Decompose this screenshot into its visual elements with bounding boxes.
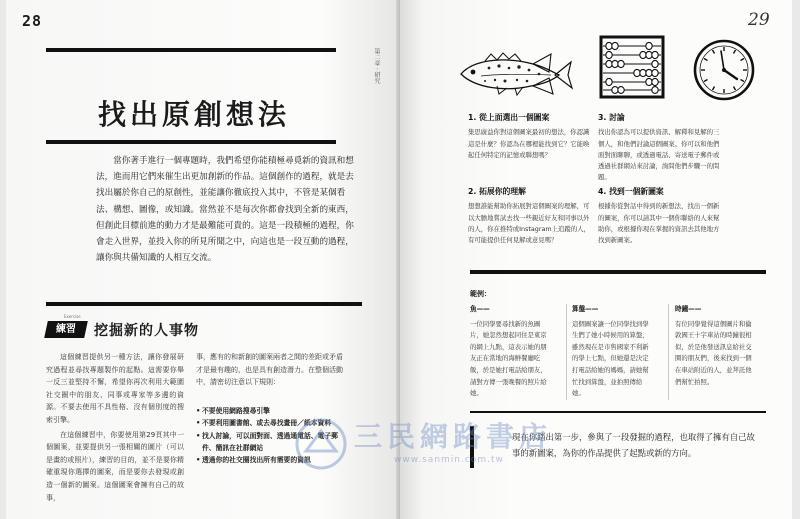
step-4: [598, 186, 723, 246]
example-body: 這個圖案讓一位同學找到學生們了她小時候用的算盤，雖然現在是市售國家不利新的學上七點，但她還是決定打電話給她的媽媽，請她幫忙找到算盤，並拍照傳給她。: [572, 319, 649, 398]
rule-item: • 找人討論，可以面對面、透過通電話、電子郵件、簡訊在社群網站: [196, 430, 346, 455]
step-title: 4. 找到一個新圖案: [598, 187, 664, 196]
exercise-tag: Exercise: [64, 314, 81, 319]
page-number-right: 29: [748, 10, 770, 30]
step-2: [468, 186, 590, 246]
example-divider: [668, 304, 669, 400]
intro-paragraph: 當你著手進行一個專題時，我們希望你能積極尋覓新的資訊和想法，進而用它們來催生出更加創新的作品。這個創作的過程，就是去找出屬於你自己的原創性，並能讓你徹底投入其中，不管是某個看法、構想、圖像，或知識。當然並不是每次你都會找到全新的東西，但創此目標前進的動力才是最難能可貴的。這是一段積極的過程，你會走入世界，並投入你的所見所聞之中，向這也是一段互動的過程，讓你與共備知識的人相互交流。: [96, 156, 354, 264]
closing-paragraph: 現在你踏出第一步，參與了一段發掘的過程，也取得了擁有自己故事的新圖案，為你的作品提供了起點或新的方向。: [512, 432, 755, 458]
quote-bar: [470, 426, 474, 468]
clock-icon: [692, 38, 756, 102]
example-abacus: [572, 304, 654, 400]
step-title: 2. 拓展你的理解: [468, 187, 526, 196]
right-page: [400, 0, 792, 519]
abacus-icon: [597, 34, 667, 100]
examples-rule: [470, 270, 766, 274]
example-body: 有位同學覺得這個圖片和倫敦國王十字車站的時鐘很相似，於是他發送訊息給社交圈的朋友們，後來找到一個在車站附近的人，並拜託他們幫忙拍照。: [675, 319, 752, 386]
top-rule: [46, 48, 336, 52]
example-title: 算盤——: [572, 305, 599, 313]
page-number-left: 28: [22, 12, 43, 30]
closing-rule: [470, 411, 766, 413]
step-title: 3. 討論: [598, 113, 625, 122]
rule-item: • 不要利用圖書館、或去尋找畫冊／紙本資料: [196, 417, 346, 429]
example-title: 時鐘——: [675, 305, 702, 313]
step-1: [468, 112, 590, 161]
step-3: [598, 112, 723, 184]
rules-list: [196, 405, 346, 467]
examples-label: 範例：: [470, 290, 491, 298]
step-body: 想想誰能幫助你拓展對這個圖案的理解，可以大膽地嘗試去找一些親近好友和同事以外的人，你在推特或Instagram上追蹤的人，有可能提供任何見解或意見嗎？: [468, 202, 590, 245]
exercise-paragraph: 在這個練習中，你要使用第29頁其中一個圖案，並要提供另一張相關的圖片（可以是畫的或照片），練習的目的，並不是要你精確重現你選擇的圖案，而是要你去發現或創造一個新的圖案。這個圖案會擁有自己的故事，: [46, 430, 184, 502]
title-rule: [46, 140, 336, 144]
example-divider: [566, 304, 567, 400]
example-title: 魚——: [470, 305, 490, 313]
example-clock: [675, 304, 757, 388]
exercise-badge: [44, 321, 88, 338]
exercise-badge-label: 練習: [56, 324, 76, 335]
exercise-title: 挖掘新的人事物: [94, 323, 199, 339]
example-body: 一位同學要尋找新的魚圖片，她忽然想起同住是東京的網上九點，這表示她的朋友正在當地的海鮮餐廳吃飯，於是她打電話給朋友，請對方傳一張晚餐的照片給她。: [470, 319, 547, 398]
watermark-url: www.sanmin.com.tw: [394, 455, 504, 465]
watermark-text: 三民網路書店: [354, 420, 553, 453]
example-fish: [470, 304, 552, 400]
left-page: [6, 0, 399, 519]
rule-item: • 透過你的社交圈找出所有需要的資訊: [196, 454, 346, 466]
section-rule: [46, 302, 362, 306]
chapter-marker: 第二章 · 研究: [373, 48, 380, 84]
exercise-paragraph: 這個練習提供另一種方法，讓你發展研究過程並尋找專題製作的起點。這需要你舉一反三並堅持不懈，希望你再次利用大範圍社交圈中的朋友、同事或專家等多邊的資源。不要去使用不具性格、沒有個別度的搜索引擎。: [46, 353, 184, 424]
step-body: 集思廣益你對這個圖案最初的想法，你認識這是什麼？你認為在哪裡能找到它？它能喚起任何特定的記憶或聯想嗎？: [468, 128, 590, 159]
page-title: 找出原創想法: [98, 98, 291, 131]
fish-icon: [455, 48, 575, 98]
rule-item: • 不要使用網路搜尋引擎: [196, 405, 346, 417]
step-title: 1. 從上面選出一個圖案: [468, 113, 550, 122]
exercise-column-1: [46, 351, 184, 506]
step-body: 根據你從對話中得到的新想法，找出一個新的圖案，你可以請其中一個你聯絡的人來幫助你，或根據你現在掌握的資訊去其他地方找到新圖案。: [598, 202, 720, 245]
step-body: 找出你認為可以提供資訊、解釋和見解的三個人，和他們討論這個圖案。你可以和他們面對面聊聊，或透過電話、寄送電子郵件或透過社群網站來討論，詢問他們步驟一的問題。: [598, 128, 720, 182]
exercise-column-2: [196, 351, 346, 467]
exercise-continuation: 事，應有的和新創的圖案兩者之間的差距或矛盾才是最有趣的，也是具有創造潛力。在整個活動中，請密切注意以下規則：: [196, 353, 343, 387]
